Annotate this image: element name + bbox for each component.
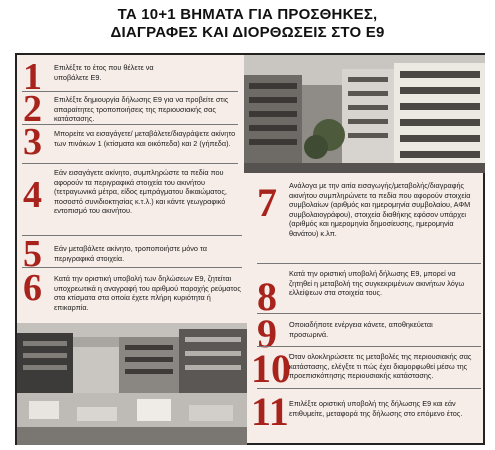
step-text-2: Επιλέξτε δημιουργία δήλωσης Ε9 για να προβείτε στις απαραίτητες τροποποιήσεις της περιουσιακής σας κατάστασης.	[54, 95, 229, 124]
step-divider	[257, 313, 481, 314]
step-divider	[257, 263, 481, 264]
step-number-2: 2	[23, 88, 42, 130]
step-divider	[22, 91, 238, 92]
step-text-4: Εάν εισαγάγετε ακίνητο, συμπληρώστε τα πεδία που αφορούν τα περιγραφικά στοιχεία του ακινήτου (τετραγωνικά μέτρα, είδος εμπράγματου δικαιώματος, ποσοστό συνιδιοκτησίας κ.τ.λ.) και κάντε γεωγραφικό εντοπισμό του ακινήτου.	[54, 168, 227, 216]
step-number-8: 8	[257, 274, 277, 319]
step-text-10: Όταν ολοκληρώσετε τις μεταβολές της περιουσιακής σας κατάστασης, ελέγξτε τι πώς έχει διαμορφωθεί μέσω της προεπισκόπησης περιουσιακής κατάστασης.	[289, 352, 472, 381]
buildings-photo-top	[244, 55, 485, 173]
step-text-5: Εάν μεταβάλετε ακίνητο, τροποποιήστε μόνο τα περιγραφικά στοιχεία.	[54, 244, 207, 263]
step-text-7: Ανάλογα με την αιτία εισαγωγής/μεταβολής/διαγραφής ακινήτου συμπληρώνετε τα πεδία που αφορούν στοιχεία συμβολαίων (αριθμός και ημερομηνία συμβολαίου, ΑΦΜ συμβολαιογράφου), στοιχεία διαθήκης εφόσον υπάρχει (αριθμός και ημερομηνία δημοσίευσης, ημερομηνία θανάτου) κ.λπ.	[289, 181, 471, 238]
step-divider	[257, 388, 481, 389]
rooftops-photo-bottom	[17, 323, 247, 445]
page-title	[0, 0, 495, 50]
step-text-11: Επιλέξτε οριστική υποβολή της δήλωσης Ε9 και εάν επιθυμείτε, μεταφορά της δήλωσης στο επόμενο έτος.	[289, 399, 463, 418]
step-number-11: 11	[251, 389, 289, 434]
step-divider	[22, 163, 238, 164]
step-number-3: 3	[23, 121, 42, 163]
step-text-6: Κατά την οριστική υποβολή των δηλώσεων Ε9, ζητείται υποχρεωτικά η αναγραφή του αριθμού παροχής ρεύματος στα κτίσματα στα οποία έχετε πλήρη κυριότητα ή επικαρπία.	[54, 274, 241, 312]
step-divider	[22, 124, 238, 125]
step-number-9: 9	[257, 311, 277, 356]
title-line-2: ΔΙΑΓΡΑΦΕΣ ΚΑΙ ΔΙΟΡΘΩΣΕΙΣ ΣΤΟ Ε9	[110, 24, 385, 41]
step-number-5: 5	[23, 233, 42, 275]
steps-panel	[15, 53, 485, 445]
step-text-3: Μπορείτε να εισαγάγετε/ μεταβάλετε/διαγράψετε ακίνητο των πινάκων 1 (κτίσματα και οικόπεδα) και 2 (γήπεδα).	[54, 129, 236, 148]
step-number-7: 7	[257, 180, 277, 225]
step-divider	[22, 235, 242, 236]
step-text-9: Οποιαδήποτε ενέργεια κάνετε, αποθηκεύεται προσωρινά.	[289, 320, 433, 339]
step-text-8: Κατά την οριστική υποβολή δήλωσης Ε9, μπορεί να ζητηθεί η μεταβολή της συγκεκριμένων ακινήτων λόγω ελλείψεων στα στοιχεία τους.	[289, 269, 465, 298]
step-number-10: 10	[251, 346, 291, 391]
title-line-1: ΤΑ 10+1 ΒΗΜΑΤΑ ΓΙΑ ΠΡΟΣΘΗΚΕΣ,	[117, 6, 378, 23]
step-number-6: 6	[23, 267, 42, 309]
step-text-1: Επιλέξτε το έτος που θέλετε να υποβάλετε Ε9.	[54, 63, 154, 82]
step-divider	[22, 267, 242, 268]
step-number-1: 1	[23, 56, 42, 98]
step-number-4: 4	[23, 174, 42, 216]
